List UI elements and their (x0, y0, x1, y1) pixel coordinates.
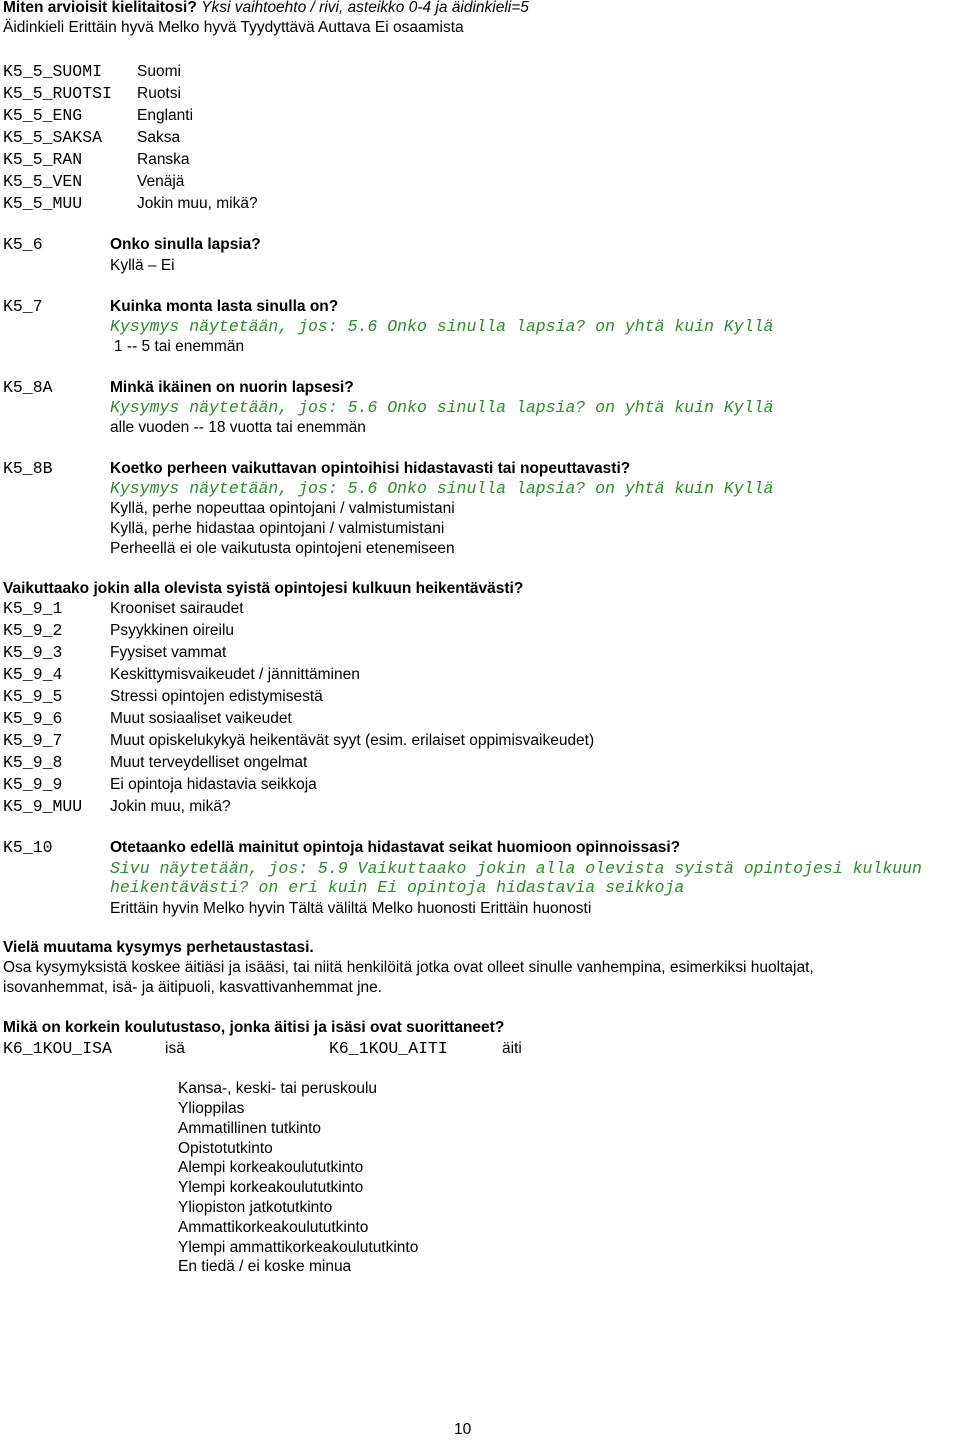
question-text: Mikä on korkein koulutustaso, jonka äitisi ja isäsi ovat suorittaneet? (3, 1019, 505, 1036)
answer-options: Erittäin hyvin Melko hyvin Tältä väliltä Melko huonosti Erittäin huonosti (110, 900, 592, 917)
language-code: K5_5_RUOTSI (3, 84, 112, 103)
language-code: K5_5_SUOMI (3, 62, 103, 81)
item-label: Ei opintoja hidastavia seikkoja (110, 776, 317, 793)
answer-option: Perheellä ei ole vaikutusta opintojeni etenemiseen (110, 540, 455, 557)
language-code: K5_5_MUU (3, 194, 83, 213)
item-code: K5_9_5 (3, 687, 63, 706)
item-code: K5_9_3 (3, 643, 63, 662)
education-option: Ammattikorkeakoulututkinto (178, 1219, 369, 1236)
display-condition: Kysymys näytetään, jos: 5.6 Onko sinulla lapsia? on yhtä kuin Kyllä (110, 317, 774, 336)
language-label: Englanti (137, 107, 194, 124)
question-code: K5_7 (3, 297, 43, 316)
intro-text: Osa kysymyksistä koskee äitiäsi ja isääsi, tai niitä henkilöitä jotka ovat olleet sinulle vanhempina, esimerkiksi huoltajat, (3, 959, 814, 976)
display-condition: Kysymys näytetään, jos: 5.6 Onko sinulla lapsia? on yhtä kuin Kyllä (110, 479, 774, 498)
language-label: Ranska (137, 151, 190, 168)
answer-options: Kyllä – Ei (110, 257, 175, 274)
language-label: Jokin muu, mikä? (137, 195, 258, 212)
language-label: Saksa (137, 129, 181, 146)
instructions: Yksi vaihtoehto / rivi, asteikko 0-4 ja äidinkieli=5 (201, 0, 529, 16)
question-text: Kuinka monta lasta sinulla on? (110, 298, 339, 315)
item-code: K5_9_7 (3, 731, 63, 750)
item-label: Muut opiskelukykyä heikentävät syyt (esim. erilaiset oppimisvaikeudet) (110, 732, 595, 749)
language-code: K5_5_RAN (3, 150, 83, 169)
item-code: K5_9_9 (3, 775, 63, 794)
item-label: Jokin muu, mikä? (110, 798, 231, 815)
education-option: Ylioppilas (178, 1100, 245, 1117)
question-code: K5_10 (3, 838, 53, 857)
item-label: Stressi opintojen edistymisestä (110, 688, 323, 705)
education-option: Yliopiston jatkotutkinto (178, 1199, 333, 1216)
answer-options: 1 -- 5 tai enemmän (114, 338, 245, 355)
section-heading: Vielä muutama kysymys perhetaustastasi. (3, 939, 314, 956)
intro-text: isovanhemmat, isä- ja äitipuoli, kasvattivanhemmat jne. (3, 979, 383, 996)
mother-label: äiti (502, 1040, 522, 1057)
item-label: Muut terveydelliset ongelmat (110, 754, 308, 771)
section-title: Miten arvioisit kielitaitosi? (3, 0, 197, 16)
language-label: Venäjä (137, 173, 185, 190)
education-option: Ylempi ammattikorkeakoulututkinto (178, 1239, 419, 1256)
question-text: Minkä ikäinen on nuorin lapsesi? (110, 379, 354, 396)
education-option: Ylempi korkeakoulututkinto (178, 1179, 364, 1196)
page-number: 10 (454, 1421, 472, 1438)
language-code: K5_5_SAKSA (3, 128, 103, 147)
answer-options: alle vuoden -- 18 vuotta tai enemmän (110, 419, 366, 436)
item-label: Psyykkinen oireilu (110, 622, 235, 639)
question-text: Vaikuttaako jokin alla olevista syistä opintojesi kulkuun heikentävästi? (3, 580, 524, 597)
item-label: Keskittymisvaikeudet / jännittäminen (110, 666, 360, 683)
item-label: Muut sosiaaliset vaikeudet (110, 710, 292, 727)
question-text: Onko sinulla lapsia? (110, 236, 261, 253)
language-code: K5_5_VEN (3, 172, 83, 191)
item-code: K5_9_1 (3, 599, 63, 618)
education-option: Opistotutkinto (178, 1140, 273, 1157)
item-code: K5_9_4 (3, 665, 63, 684)
display-condition: heikentävästi? on eri kuin Ei opintoja hidastavia seikkoja (110, 878, 685, 897)
item-label: Fyysiset vammat (110, 644, 227, 661)
question-code: K6_1KOU_AITI (329, 1039, 448, 1058)
question-code: K5_8A (3, 378, 53, 397)
question-text: Koetko perheen vaikuttavan opintoihisi hidastavasti tai nopeuttavasti? (110, 460, 631, 477)
item-code: K5_9_MUU (3, 797, 83, 816)
item-code: K5_9_6 (3, 709, 63, 728)
language-label: Ruotsi (137, 85, 181, 102)
education-option: Kansa-, keski- tai peruskoulu (178, 1080, 378, 1097)
question-code: K6_1KOU_ISA (3, 1039, 112, 1058)
heading-row (3, 0, 529, 18)
language-label: Suomi (137, 63, 181, 80)
question-code: K5_6 (3, 235, 43, 254)
question-text: Otetaanko edellä mainitut opintoja hidastavat seikat huomioon opinnoissasi? (110, 839, 681, 856)
language-code: K5_5_ENG (3, 106, 83, 125)
display-condition: Sivu näytetään, jos: 5.9 Vaikuttaako jokin alla olevista syistä opintojesi kulkuun (110, 859, 922, 878)
item-code: K5_9_2 (3, 621, 63, 640)
question-code: K5_8B (3, 459, 53, 478)
item-label: Krooniset sairaudet (110, 600, 244, 617)
father-label: isä (165, 1040, 185, 1057)
education-option: En tiedä / ei koske minua (178, 1258, 352, 1275)
answer-option: Kyllä, perhe hidastaa opintojani / valmistumistani (110, 520, 445, 537)
education-option: Ammatillinen tutkinto (178, 1120, 322, 1137)
display-condition: Kysymys näytetään, jos: 5.6 Onko sinulla lapsia? on yhtä kuin Kyllä (110, 398, 774, 417)
scale-labels: Äidinkieli Erittäin hyvä Melko hyvä Tyydyttävä Auttava Ei osaamista (3, 19, 464, 36)
item-code: K5_9_8 (3, 753, 63, 772)
answer-option: Kyllä, perhe nopeuttaa opintojani / valmistumistani (110, 500, 455, 517)
education-option: Alempi korkeakoulututkinto (178, 1159, 364, 1176)
